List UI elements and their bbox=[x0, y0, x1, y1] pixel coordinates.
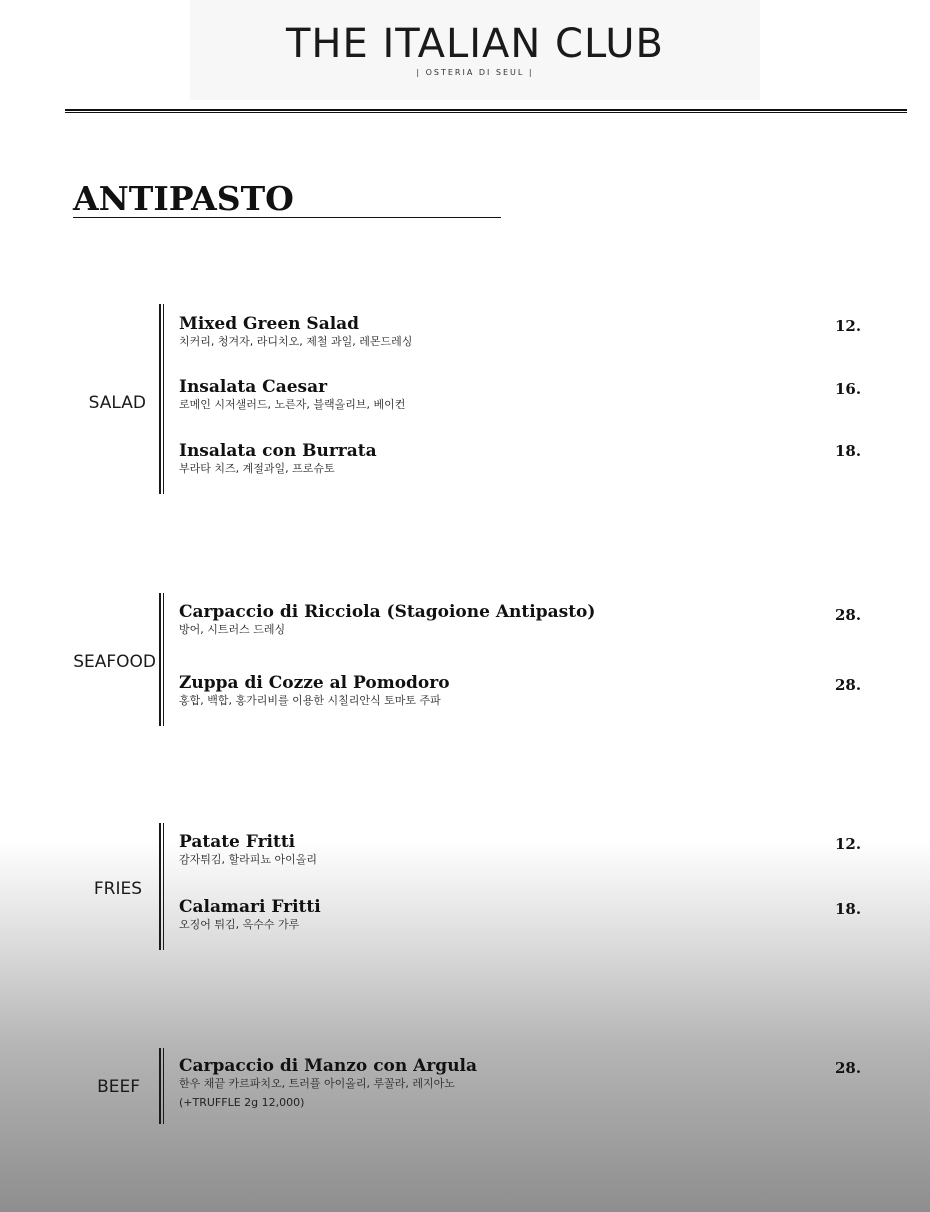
item-description: 부라타 치즈, 계절과일, 프로슈토 bbox=[179, 462, 335, 475]
restaurant-logo bbox=[190, 0, 760, 100]
item-name: Patate Fritti bbox=[179, 832, 296, 852]
item-price: 16. bbox=[835, 380, 862, 398]
item-description: 감자튀김, 할라피뇨 아이올리 bbox=[179, 853, 318, 866]
item-note: (+TRUFFLE 2g 12,000) bbox=[179, 1096, 305, 1109]
item-price: 28. bbox=[835, 1059, 862, 1077]
item-name: Calamari Fritti bbox=[179, 897, 321, 917]
restaurant-name: THE ITALIAN CLUB bbox=[285, 21, 664, 67]
item-name: Carpaccio di Ricciola (Stagoione Antipasto) bbox=[179, 602, 596, 622]
item-price: 12. bbox=[835, 317, 862, 335]
item-description: 홍합, 백합, 홍가리비를 이용한 시칠리안식 토마토 주파 bbox=[179, 694, 441, 707]
category-label: BEEF bbox=[97, 1077, 140, 1097]
item-price: 28. bbox=[835, 676, 862, 694]
item-price: 18. bbox=[835, 442, 862, 460]
item-name: Insalata con Burrata bbox=[179, 441, 377, 461]
item-price: 18. bbox=[835, 900, 862, 918]
category-divider bbox=[159, 304, 164, 494]
category-label: SALAD bbox=[88, 393, 146, 413]
category-divider bbox=[159, 593, 164, 726]
menu-item bbox=[179, 377, 862, 412]
item-price: 28. bbox=[835, 606, 862, 624]
item-name: Carpaccio di Manzo con Argula bbox=[179, 1056, 478, 1076]
menu-item bbox=[179, 1056, 862, 1110]
menu-item bbox=[179, 832, 862, 867]
category-label: FRIES bbox=[93, 879, 142, 899]
menu-item bbox=[179, 314, 862, 349]
item-price: 12. bbox=[835, 835, 862, 853]
menu-item bbox=[179, 602, 862, 637]
restaurant-subtitle: | OSTERIA DI SEUL | bbox=[416, 68, 534, 77]
item-name: Insalata Caesar bbox=[179, 377, 328, 397]
item-name: Mixed Green Salad bbox=[179, 314, 360, 334]
item-description: 치커리, 청겨자, 라디치오, 제철 과일, 레몬드레싱 bbox=[179, 335, 413, 348]
menu-item bbox=[179, 441, 862, 476]
item-description: 방어, 시트러스 드레싱 bbox=[179, 623, 286, 636]
item-description: 로메인 시저샐러드, 노른자, 블랙올리브, 베이컨 bbox=[179, 398, 406, 411]
item-description: 한우 채끝 카르파치오, 트러플 아이올리, 루꼴라, 레지아노 bbox=[179, 1077, 455, 1090]
menu-item bbox=[179, 673, 862, 708]
menu-item bbox=[179, 897, 862, 932]
header-divider bbox=[65, 109, 907, 113]
item-description: 오징어 튀김, 옥수수 가루 bbox=[179, 918, 300, 931]
item-name: Zuppa di Cozze al Pomodoro bbox=[179, 673, 450, 693]
category-label: SEAFOOD bbox=[73, 652, 156, 672]
category-divider bbox=[159, 1048, 164, 1124]
category-divider bbox=[159, 823, 164, 950]
section-title: ANTIPASTO bbox=[73, 181, 501, 218]
